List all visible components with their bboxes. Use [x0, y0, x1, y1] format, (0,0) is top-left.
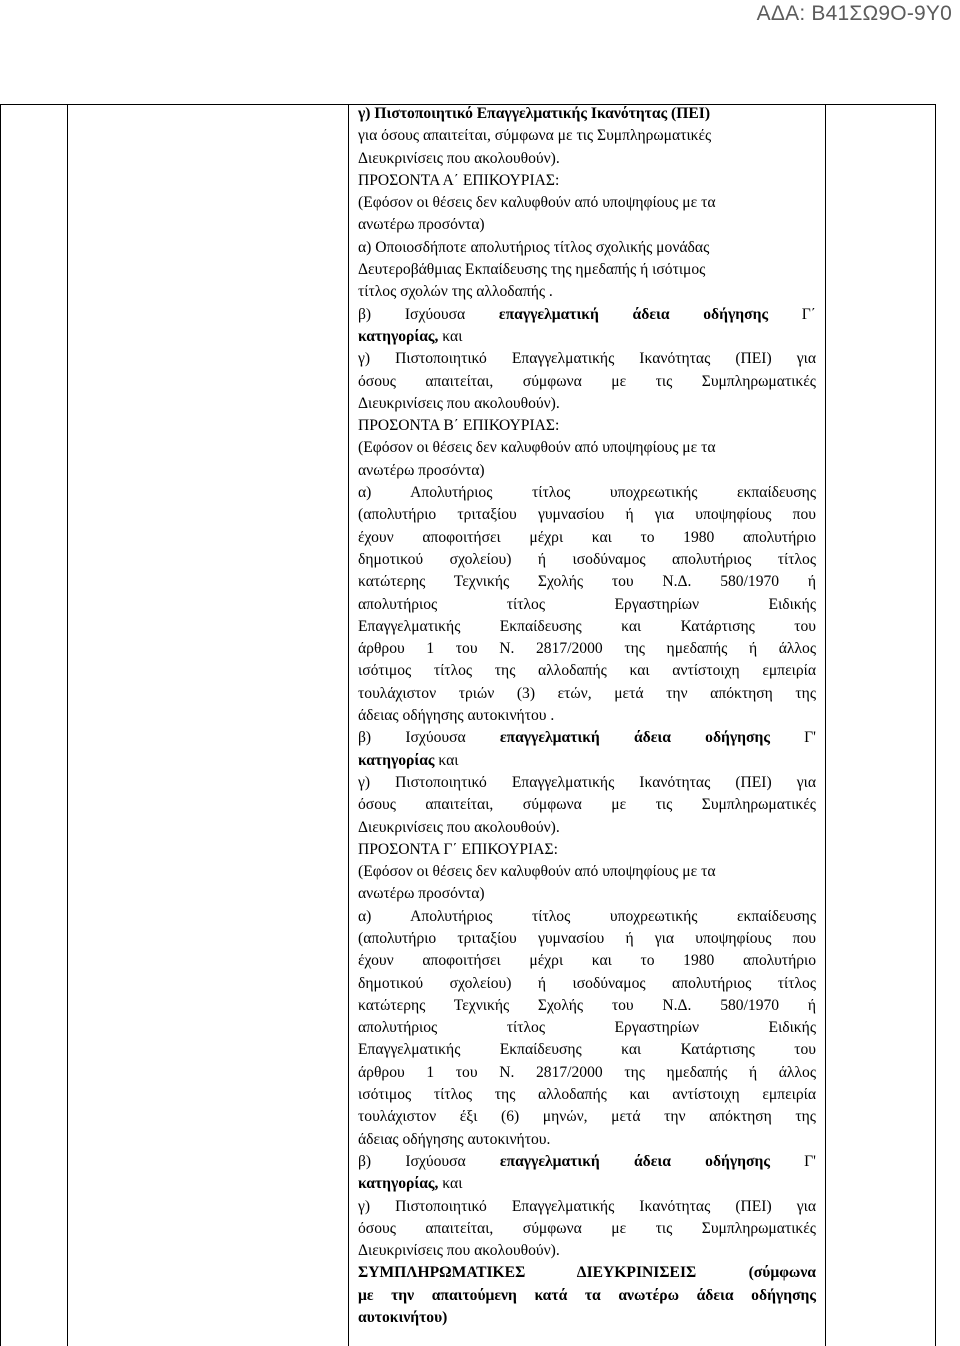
- text-run: και: [438, 327, 463, 345]
- text-run: β) Ισχύουσα: [358, 729, 500, 747]
- text-line: [358, 1307, 816, 1329]
- text-line: [358, 750, 816, 772]
- text-run: α) Απολυτήριος τίτλος υποχρεωτικής εκπαίδευσης: [358, 907, 816, 925]
- text-line: [358, 594, 816, 616]
- text-run: (απολυτήριο τριταξίου γυμνασίου ή για υποψηφίους που: [358, 929, 816, 947]
- text-line: [358, 727, 816, 749]
- text-line: [358, 1151, 816, 1173]
- text-run: Διευκρινίσεις που ακολουθούν).: [358, 149, 560, 167]
- text-run: ισότιμος τίτλος της αλλοδαπής και αντίστοιχη εμπειρία: [358, 662, 816, 680]
- text-run: ισότιμος τίτλος της αλλοδαπής και αντίστοιχη εμπειρία: [358, 1086, 816, 1104]
- text-line: [358, 304, 816, 326]
- text-line: [358, 1173, 816, 1195]
- text-line: [358, 214, 816, 236]
- text-run: για όσους απαιτείται, σύμφωνα με τις Συμπληρωματικές: [358, 127, 712, 145]
- text-line: [358, 148, 816, 170]
- text-run: γ) Πιστοποιητικό Επαγγελματικής Ικανότητας (ΠΕΙ) για: [358, 773, 816, 791]
- ada-code: ΑΔΑ: Β41ΣΩ9Ο-9Υ0: [756, 2, 952, 25]
- text-run: γ) Πιστοποιητικό Επαγγελματικής Ικανότητας (ΠΕΙ) για: [358, 350, 816, 368]
- text-run: τίτλος σχολών της αλλοδαπής .: [358, 283, 553, 301]
- text-run: όσους απαιτείται, σύμφωνα με τις Συμπληρωματικές: [358, 372, 816, 390]
- text-run: άδειας οδήγησης αυτοκινήτου .: [358, 707, 555, 725]
- text-run: ΠΡΟΣΟΝΤΑ Β΄ ΕΠΙΚΟΥΡΙΑΣ:: [358, 417, 560, 435]
- bold-text: επαγγελματική άδεια οδήγησης: [499, 729, 770, 747]
- text-line: [358, 281, 816, 303]
- text-line: [358, 1106, 816, 1128]
- text-run: άρθρου 1 του Ν. 2817/2000 της ημεδαπής ή άλλος: [358, 640, 816, 658]
- text-run: Επαγγελματικής Εκπαίδευσης και Κατάρτισης του: [358, 617, 816, 635]
- text-line: [358, 371, 816, 393]
- text-line: [358, 1084, 816, 1106]
- table-col-border: [935, 104, 936, 1346]
- text-run: Επαγγελματικής Εκπαίδευσης και Κατάρτισης του: [358, 1041, 816, 1059]
- text-line: [358, 1240, 816, 1262]
- text-run: (Εφόσον οι θέσεις δεν καλυφθούν από υποψηφίους με τα: [358, 863, 716, 881]
- text-run: απολυτήριος τίτλος Εργαστηρίων Ειδικής: [358, 595, 816, 613]
- text-run: απολυτήριος τίτλος Εργαστηρίων Ειδικής: [358, 1019, 816, 1037]
- text-line: [358, 906, 816, 928]
- text-line: [358, 1218, 816, 1240]
- text-line: [358, 1196, 816, 1218]
- text-run: τουλάχιστον τριών (3) ετών, μετά την απόκτηση της: [358, 684, 816, 702]
- table-col-border: [0, 104, 1, 1346]
- text-run: έχουν αποφοιτήσει μέχρι και το 1980 απολυτήριο: [358, 528, 816, 546]
- text-run: όσους απαιτείται, σύμφωνα με τις Συμπληρωματικές: [358, 796, 816, 814]
- text-line: [358, 103, 816, 125]
- text-run: ανωτέρω προσόντα): [358, 216, 485, 234]
- table-col-border: [67, 104, 68, 1346]
- text-run: Γ΄: [768, 305, 816, 323]
- text-run: όσους απαιτείται, σύμφωνα με τις Συμπληρωματικές: [358, 1219, 816, 1237]
- text-line: [358, 1017, 816, 1039]
- text-line: [358, 125, 816, 147]
- text-line: [358, 817, 816, 839]
- text-line: [358, 883, 816, 905]
- text-line: [358, 1039, 816, 1061]
- text-run: γ) Πιστοποιητικό Επαγγελματικής Ικανότητας (ΠΕΙ) για: [358, 1197, 816, 1215]
- text-run: ανωτέρω προσόντα): [358, 885, 485, 903]
- text-line: [358, 638, 816, 660]
- text-run: και: [434, 751, 459, 769]
- requirements-text-cell: [358, 103, 816, 1329]
- text-line: [358, 1129, 816, 1151]
- text-line: [358, 504, 816, 526]
- text-line: [358, 393, 816, 415]
- text-run: Γ': [769, 1152, 816, 1170]
- bold-text: αυτοκινήτου): [358, 1309, 448, 1327]
- text-line: [358, 772, 816, 794]
- text-run: κατώτερης Τεχνικής Σχολής του Ν.Δ. 580/1970 ή: [358, 573, 816, 591]
- text-line: [358, 861, 816, 883]
- text-line: [358, 415, 816, 437]
- text-line: [358, 348, 816, 370]
- text-line: [358, 1062, 816, 1084]
- text-line: [358, 705, 816, 727]
- text-run: Δευτεροβάθμιας Εκπαίδευσης της ημεδαπής ή ισότιμος: [358, 261, 706, 279]
- bold-text: ΣΥΜΠΛΗΡΩΜΑΤΙΚΕΣ ΔΙΕΥΚΡΙΝΙΣΕΙΣ (σύμφωνα: [358, 1264, 816, 1282]
- text-line: [358, 192, 816, 214]
- table-col-border: [825, 104, 826, 1346]
- text-run: άρθρου 1 του Ν. 2817/2000 της ημεδαπής ή άλλος: [358, 1063, 816, 1081]
- text-line: [358, 460, 816, 482]
- text-run: Διευκρινίσεις που ακολουθούν).: [358, 1242, 560, 1260]
- text-line: [358, 928, 816, 950]
- text-run: Διευκρινίσεις που ακολουθούν).: [358, 818, 560, 836]
- text-run: Γ': [769, 729, 816, 747]
- bold-text: με την απαιτούμενη κατά τα ανωτέρω άδεια οδήγησης: [358, 1286, 816, 1304]
- bold-text: γ) Πιστοποιητικό Επαγγελματικής Ικανότητας (ΠΕΙ): [358, 105, 711, 122]
- text-run: (απολυτήριο τριταξίου γυμνασίου ή για υποψηφίους που: [358, 506, 816, 524]
- text-line: [358, 1285, 816, 1307]
- text-line: [358, 437, 816, 459]
- text-run: κατώτερης Τεχνικής Σχολής του Ν.Δ. 580/1970 ή: [358, 996, 816, 1014]
- text-run: δημοτικού σχολείου) ή ισοδύναμος απολυτήριος τίτλος: [358, 974, 816, 992]
- text-run: α) Οποιοσδήποτε απολυτήριος τίτλος σχολικής μονάδας: [358, 238, 710, 256]
- text-line: [358, 616, 816, 638]
- text-line: [358, 973, 816, 995]
- text-line: [358, 326, 816, 348]
- text-line: [358, 950, 816, 972]
- bold-text: κατηγορίας,: [358, 1175, 439, 1193]
- text-line: [358, 683, 816, 705]
- table-col-border: [348, 104, 349, 1346]
- text-line: [358, 660, 816, 682]
- text-run: Διευκρινίσεις που ακολουθούν).: [358, 394, 560, 412]
- text-line: [358, 571, 816, 593]
- bold-text: κατηγορίας,: [358, 327, 439, 345]
- text-run: (Εφόσον οι θέσεις δεν καλυφθούν από υποψηφίους με τα: [358, 439, 716, 457]
- bold-text: επαγγελματική άδεια οδήγησης: [498, 305, 769, 323]
- text-run: α) Απολυτήριος τίτλος υποχρεωτικής εκπαίδευσης: [358, 484, 816, 502]
- text-run: β) Ισχύουσα: [358, 305, 499, 323]
- text-run: τουλάχιστον έξι (6) μηνών, μετά την απόκτηση της: [358, 1108, 816, 1126]
- text-line: [358, 527, 816, 549]
- text-run: ΠΡΟΣΟΝΤΑ Γ΄ ΕΠΙΚΟΥΡΙΑΣ:: [358, 840, 558, 858]
- text-run: και: [438, 1175, 463, 1193]
- text-line: [358, 259, 816, 281]
- text-run: δημοτικού σχολείου) ή ισοδύναμος απολυτήριος τίτλος: [358, 550, 816, 568]
- text-run: (Εφόσον οι θέσεις δεν καλυφθούν από υποψηφίους με τα: [358, 194, 716, 212]
- text-line: [358, 237, 816, 259]
- text-line: [358, 549, 816, 571]
- text-run: β) Ισχύουσα: [358, 1152, 500, 1170]
- text-line: [358, 1262, 816, 1284]
- text-line: [358, 170, 816, 192]
- text-line: [358, 995, 816, 1017]
- text-run: ανωτέρω προσόντα): [358, 461, 485, 479]
- bold-text: κατηγορίας: [358, 751, 435, 769]
- text-run: ΠΡΟΣΟΝΤΑ Α΄ ΕΠΙΚΟΥΡΙΑΣ:: [358, 171, 560, 189]
- text-run: έχουν αποφοιτήσει μέχρι και το 1980 απολυτήριο: [358, 952, 816, 970]
- text-line: [358, 482, 816, 504]
- text-run: άδειας οδήγησης αυτοκινήτου.: [358, 1130, 551, 1148]
- text-line: [358, 839, 816, 861]
- bold-text: επαγγελματική άδεια οδήγησης: [499, 1152, 770, 1170]
- text-line: [358, 794, 816, 816]
